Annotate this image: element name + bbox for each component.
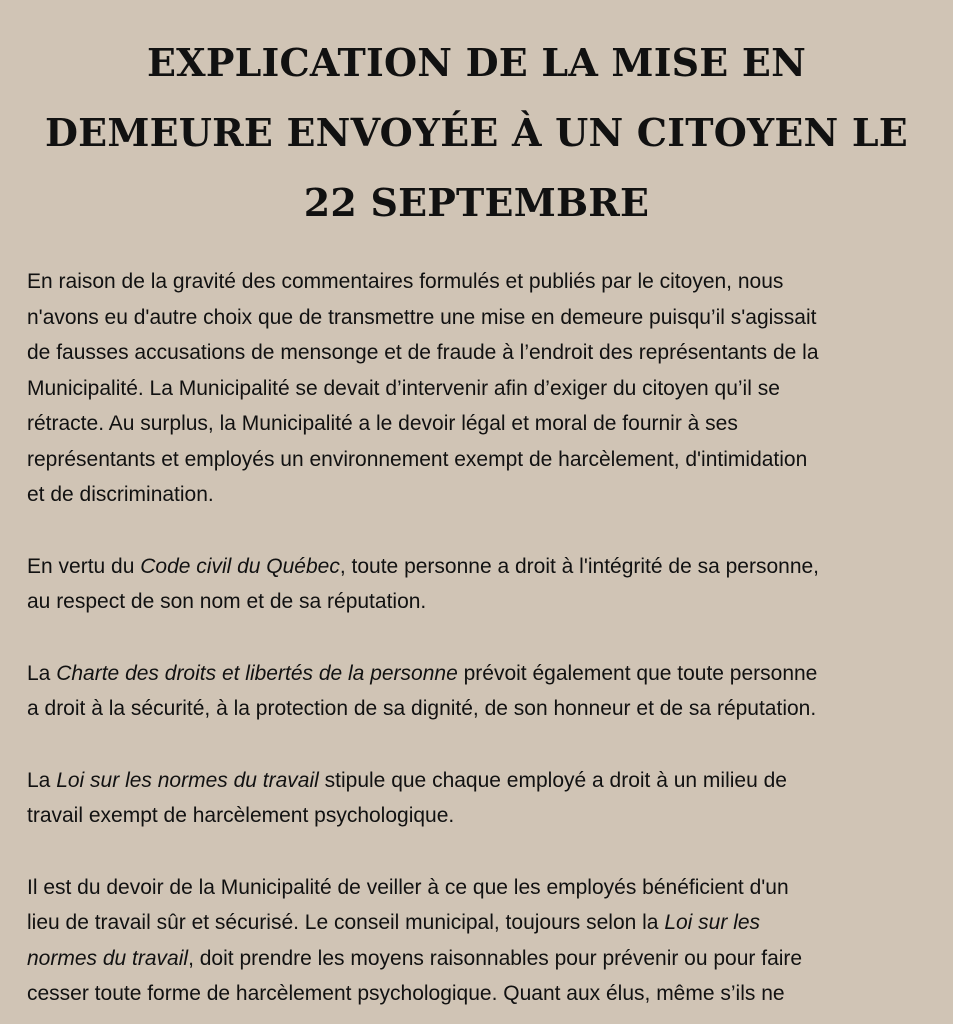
law-title-normes-travail: Loi sur les normes du travail — [56, 768, 319, 792]
text-line: n'avons eu d'autre choix que de transmettre une mise en demeure puisqu’il s'agissait — [27, 305, 817, 329]
text-line: travail exempt de harcèlement psychologique. — [27, 804, 455, 827]
title-line-3: 22 SEPTEMBRE — [303, 180, 650, 225]
text-line: En raison de la gravité des commentaires formulés et publiés par le citoyen, nous — [27, 270, 784, 293]
paragraph-5 — [27, 870, 939, 1012]
paragraph-4 — [27, 763, 939, 834]
text-line: et de discrimination. — [27, 483, 214, 506]
text-line: Il est du devoir de la Municipalité de veiller à ce que les employés bénéficient d'un — [27, 875, 789, 899]
text-segment: La — [27, 661, 57, 685]
text-line: au respect de son nom et de sa réputation. — [27, 590, 427, 613]
text-segment: En vertu du — [27, 554, 141, 578]
law-title-normes-travail: Loi sur les — [664, 911, 761, 934]
title-line-1: EXPLICATION DE LA MISE EN — [146, 40, 807, 85]
text-segment: prévoit également que toute personne — [457, 661, 818, 685]
text-line: de fausses accusations de mensonge et de fraude à l’endroit des représentants de la — [27, 341, 819, 364]
text-line: cesser toute forme de harcèlement psychologique. Quant aux élus, même s’ils ne — [27, 982, 785, 1005]
paragraph-3 — [27, 656, 939, 727]
law-title-normes-travail: normes du travail — [27, 946, 189, 970]
text-segment: lieu de travail sûr et sécurisé. Le conseil municipal, toujours selon la — [27, 911, 665, 934]
article-body — [27, 264, 939, 1024]
text-line: rétracte. Au surplus, la Municipalité a le devoir légal et moral de fournir à ses — [27, 412, 738, 435]
text-line — [27, 656, 939, 692]
text-segment: La — [27, 768, 57, 792]
text-line — [27, 941, 939, 977]
text-segment: , doit prendre les moyens raisonnables pour prévenir ou pour faire — [188, 946, 803, 970]
title-line-2: DEMEURE ENVOYÉE À UN CITOYEN LE — [45, 110, 908, 155]
law-title-code-civil: Code civil du Québec — [140, 554, 340, 578]
page-title — [20, 28, 933, 238]
paragraph-2 — [27, 549, 939, 620]
text-line: représentants et employés un environnement exempt de harcèlement, d'intimidation — [27, 447, 808, 471]
text-line — [27, 763, 939, 799]
text-line: Municipalité. La Municipalité se devait d’intervenir afin d’exiger du citoyen qu’il se — [27, 376, 780, 400]
text-line — [27, 549, 939, 585]
text-segment: stipule que chaque employé a droit à un milieu de — [318, 768, 787, 792]
text-segment: , toute personne a droit à l'intégrité de sa personne, — [339, 554, 820, 578]
text-line — [27, 905, 939, 941]
paragraph-1 — [27, 264, 939, 513]
text-line: a droit à la sécurité, à la protection de sa dignité, de son honneur et de sa réputation. — [27, 697, 817, 720]
law-title-charte: Charte des droits et libertés de la personne — [56, 661, 458, 685]
